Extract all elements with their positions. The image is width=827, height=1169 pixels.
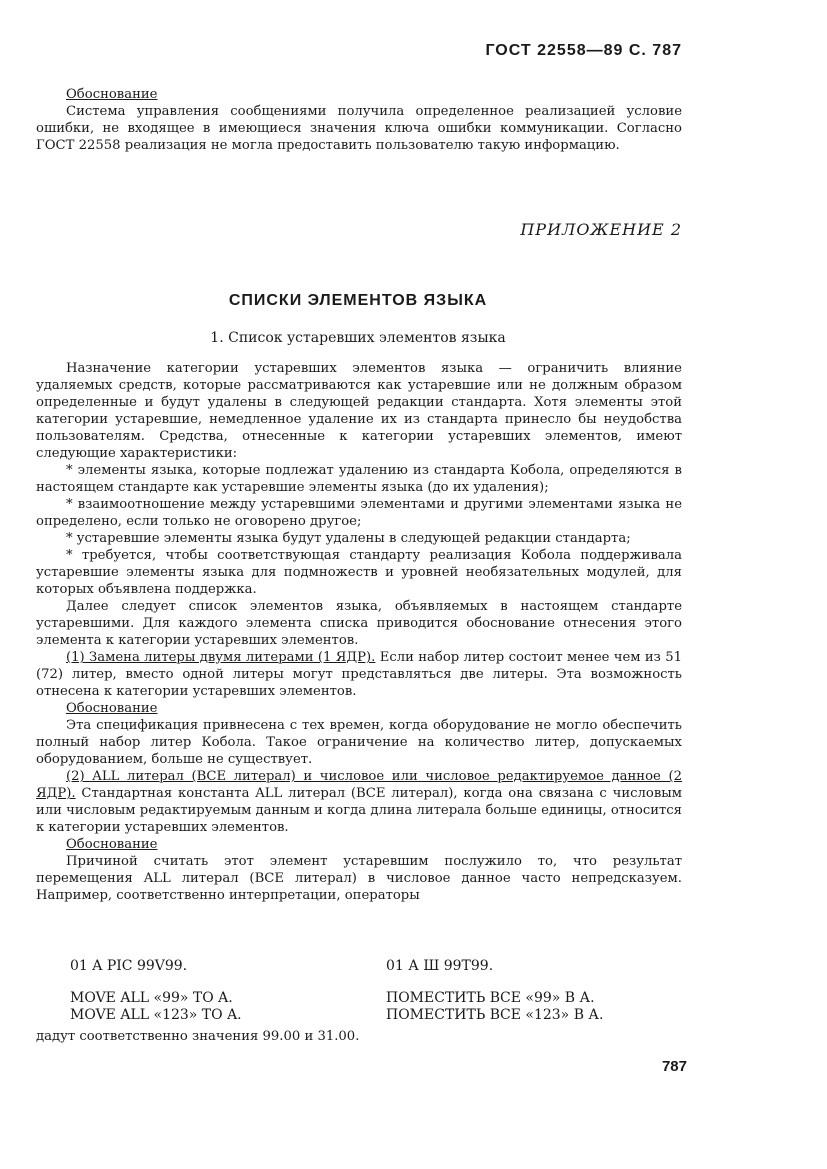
item1-head: (1) Замена литеры двумя литерами (1 ЯДР).: [66, 650, 376, 665]
section-subtitle: 1. Список устаревших элементов языка: [210, 330, 506, 346]
item2-label: Обоснование: [66, 837, 158, 852]
bullet-1: * элементы языка, которые подлежат удалению из стандарта Кобола, определяются в настоящем стандарте как устаревшие элементы языка (до их удаления);: [36, 463, 682, 495]
result-line: дадут соответственно значения 99.00 и 31.00.: [36, 1029, 360, 1044]
appendix-label: ПРИЛОЖЕНИЕ 2: [520, 220, 682, 239]
code-right-decl: 01 А Ш 99Т99.: [386, 958, 494, 974]
section1-text: Система управления сообщениями получила определенное реализацией условие ошибки, не входящее в имеющиеся значения ключа ошибки коммуникации. Согласно ГОСТ 22558 реализация не могла предоставить пользователю такую информацию.: [36, 104, 682, 153]
item1-label: Обоснование: [66, 701, 158, 716]
section1-block: [36, 86, 682, 154]
code-left-decl: 01 A PIC 99V99.: [70, 958, 188, 974]
page-number: 787: [661, 1058, 687, 1075]
bullet-3: * устаревшие элементы языка будут удалены в следующей редакции стандарта;: [66, 531, 631, 546]
document-title: СПИСКИ ЭЛЕМЕНТОВ ЯЗЫКА: [228, 292, 488, 309]
bullet-4: * требуется, чтобы соответствующая стандарту реализация Кобола поддерживала устаревшие элементы языка для подмножеств и уровней необязательных модулей, для которых объявлена поддержка.: [36, 548, 682, 597]
item1-text: Если набор литер состоит менее чем из 51 (72) литер, вместо одной литеры могут представляться две литеры. Эта возможность отнесена к категории устаревших элементов.: [36, 650, 682, 699]
page-header: ГОСТ 22558—89 С. 787: [485, 42, 682, 59]
item1-paragraph: [36, 649, 682, 700]
main-text: [36, 360, 682, 904]
item1-reason: Эта спецификация привнесена с тех времен, когда оборудование не могло обеспечить полный набор литер Кобола. Такое ограничение на количество литер, допускаемых оборудованием, больше не существует.: [36, 718, 682, 767]
further-paragraph: Далее следует список элементов языка, объявляемых в настоящем стандарте устаревшими. Для каждого элемента списка приводится обоснование отнесения этого элемента к категории устаревших элементов.: [36, 599, 682, 648]
item2-text: Стандартная константа ALL литерал (ВСЕ литерал), когда она связана с числовым или числовым редактируемым данным и когда длина литерала больше единицы, относится к категории устаревших элементов.: [36, 786, 682, 835]
section1-label: Обоснование: [66, 87, 158, 102]
bullet-2: * взаимоотношение между устаревшими элементами и другими элементами языка не определено, если только не оговорено другое;: [36, 497, 682, 529]
item2-paragraph: [36, 768, 682, 836]
code-right-move2: ПОМЕСТИТЬ ВСЕ «123» В А.: [386, 1007, 604, 1023]
code-left-move1: MOVE ALL «99» TO A.: [70, 990, 233, 1006]
code-right-move1: ПОМЕСТИТЬ ВСЕ «99» В А.: [386, 990, 595, 1006]
intro-paragraph: Назначение категории устаревших элементов языка — ограничить влияние удаляемых средств, которые рассматриваются как устаревшие или не должным образом определенные и будут удалены в следующей редакции стандарта. Хотя элементы этой категории устаревшие, немедленное удаление их из стандарта принесло бы неудобства пользователям. Средства, отнесенные к категории устаревших элементов, имеют следующие характеристики:: [36, 361, 682, 461]
item2-reason: Причиной считать этот элемент устаревшим послужило то, что результат перемещения ALL литерал (ВСЕ литерал) в числовое данное часто непредсказуем. Например, соответственно интерпретации, операторы: [36, 854, 682, 903]
item2-head: (2) ALL литерал (ВСЕ литерал) и числовое или числовое редактируемое данное (2 ЯДР).: [36, 769, 682, 801]
code-left-move2: MOVE ALL «123» TO A.: [70, 1007, 242, 1023]
